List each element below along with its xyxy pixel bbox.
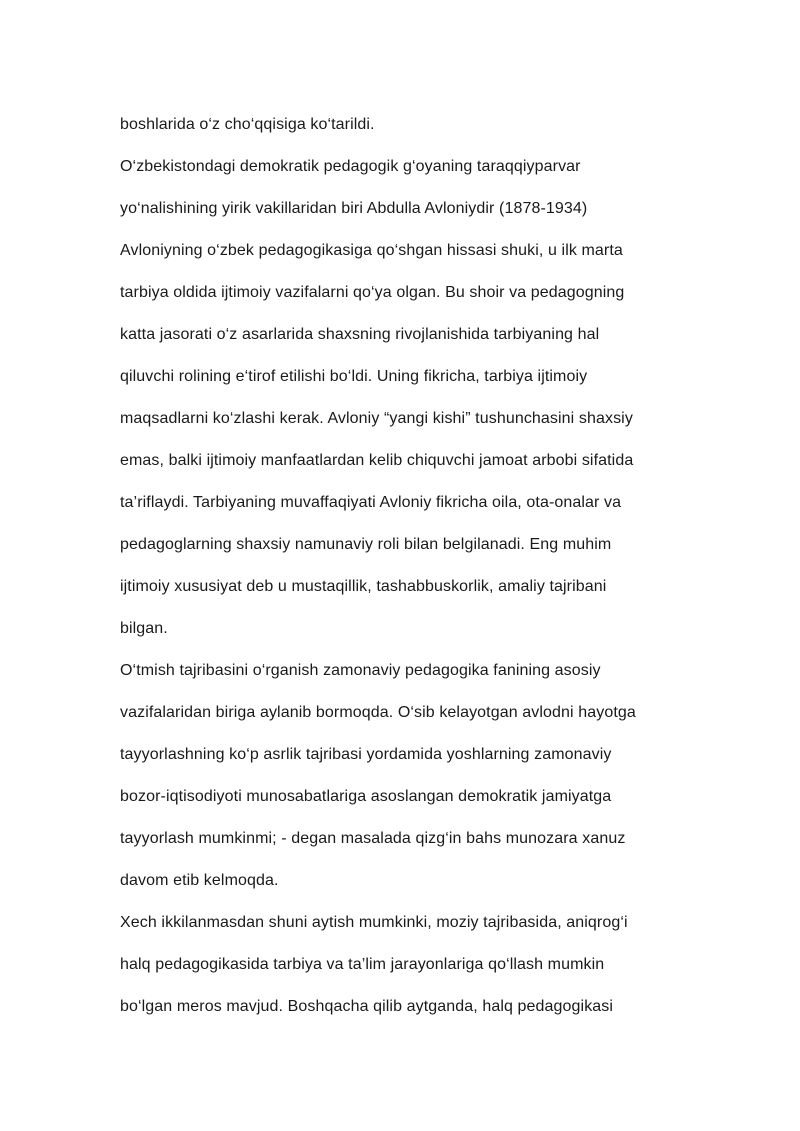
text-line: halq pedagogikasida tarbiya va ta’lim jarayonlariga qo‘llash mumkin [120,956,605,973]
text-line: vazifalaridan biriga aylanib bormoqda. O‘sib kelayotgan avlodni hayotga [120,704,636,721]
text-line: O‘zbekistondagi demokratik pedagogik g‘oyaning taraqqiyparvar [120,158,581,175]
text-line: katta jasorati o‘z asarlarida shaxsning rivojlanishida tarbiyaning hal [120,326,600,343]
text-line: ta’riflaydi. Tarbiyaning muvaffaqiyati Avloniy fikricha oila, ota-onalar va [120,494,622,511]
text-line: yo‘nalishining yirik vakillaridan biri Abdulla Avloniydir (1878-1934) [120,200,588,217]
text-line: maqsadlarni ko‘zlashi kerak. Avloniy “yangi kishi” tushunchasini shaxsiy [120,410,633,427]
text-line: ijtimoiy xususiyat deb u mustaqillik, tashabbuskorlik, amaliy tajribani [120,578,607,595]
text-line: tayyorlash mumkinmi; - degan masalada qizg‘in bahs munozara xanuz [120,830,626,847]
text-line: emas, balki ijtimoiy manfaatlardan kelib chiquvchi jamoat arbobi sifatida [120,452,634,469]
text-line: bo‘lgan meros mavjud. Boshqacha qilib aytganda, halq pedagogikasi [120,998,614,1015]
text-line: tayyorlashning ko‘p asrlik tajribasi yordamida yoshlarning zamonaviy [120,746,612,763]
text-line: tarbiya oldida ijtimoiy vazifalarni qo‘ya olgan. Bu shoir va pedagogning [120,284,625,301]
text-line: davom etib kelmoqda. [120,872,279,889]
text-line: Xech ikkilanmasdan shuni aytish mumkinki, moziy tajribasida, aniqrog‘i [120,914,628,931]
text-line: qiluvchi rolining e‘tirof etilishi bo‘ldi. Uning fikricha, tarbiya ijtimoiy [120,368,588,385]
text-line: O‘tmish tajribasini o‘rganish zamonaviy pedagogika fanining asosiy [120,662,601,679]
text-line: boshlarida o‘z cho‘qqisiga ko‘tarildi. [120,116,375,133]
text-line: Avloniyning o‘zbek pedagogikasiga qo‘shgan hissasi shuki, u ilk marta [120,242,623,259]
text-line: bozor-iqtisodiyoti munosabatlariga asoslangan demokratik jamiyatga [120,788,612,805]
text-line: bilgan. [120,620,168,637]
text-line: pedagoglarning shaxsiy namunaviy roli bilan belgilanadi. Eng muhim [120,536,612,553]
body-text [120,104,680,1028]
